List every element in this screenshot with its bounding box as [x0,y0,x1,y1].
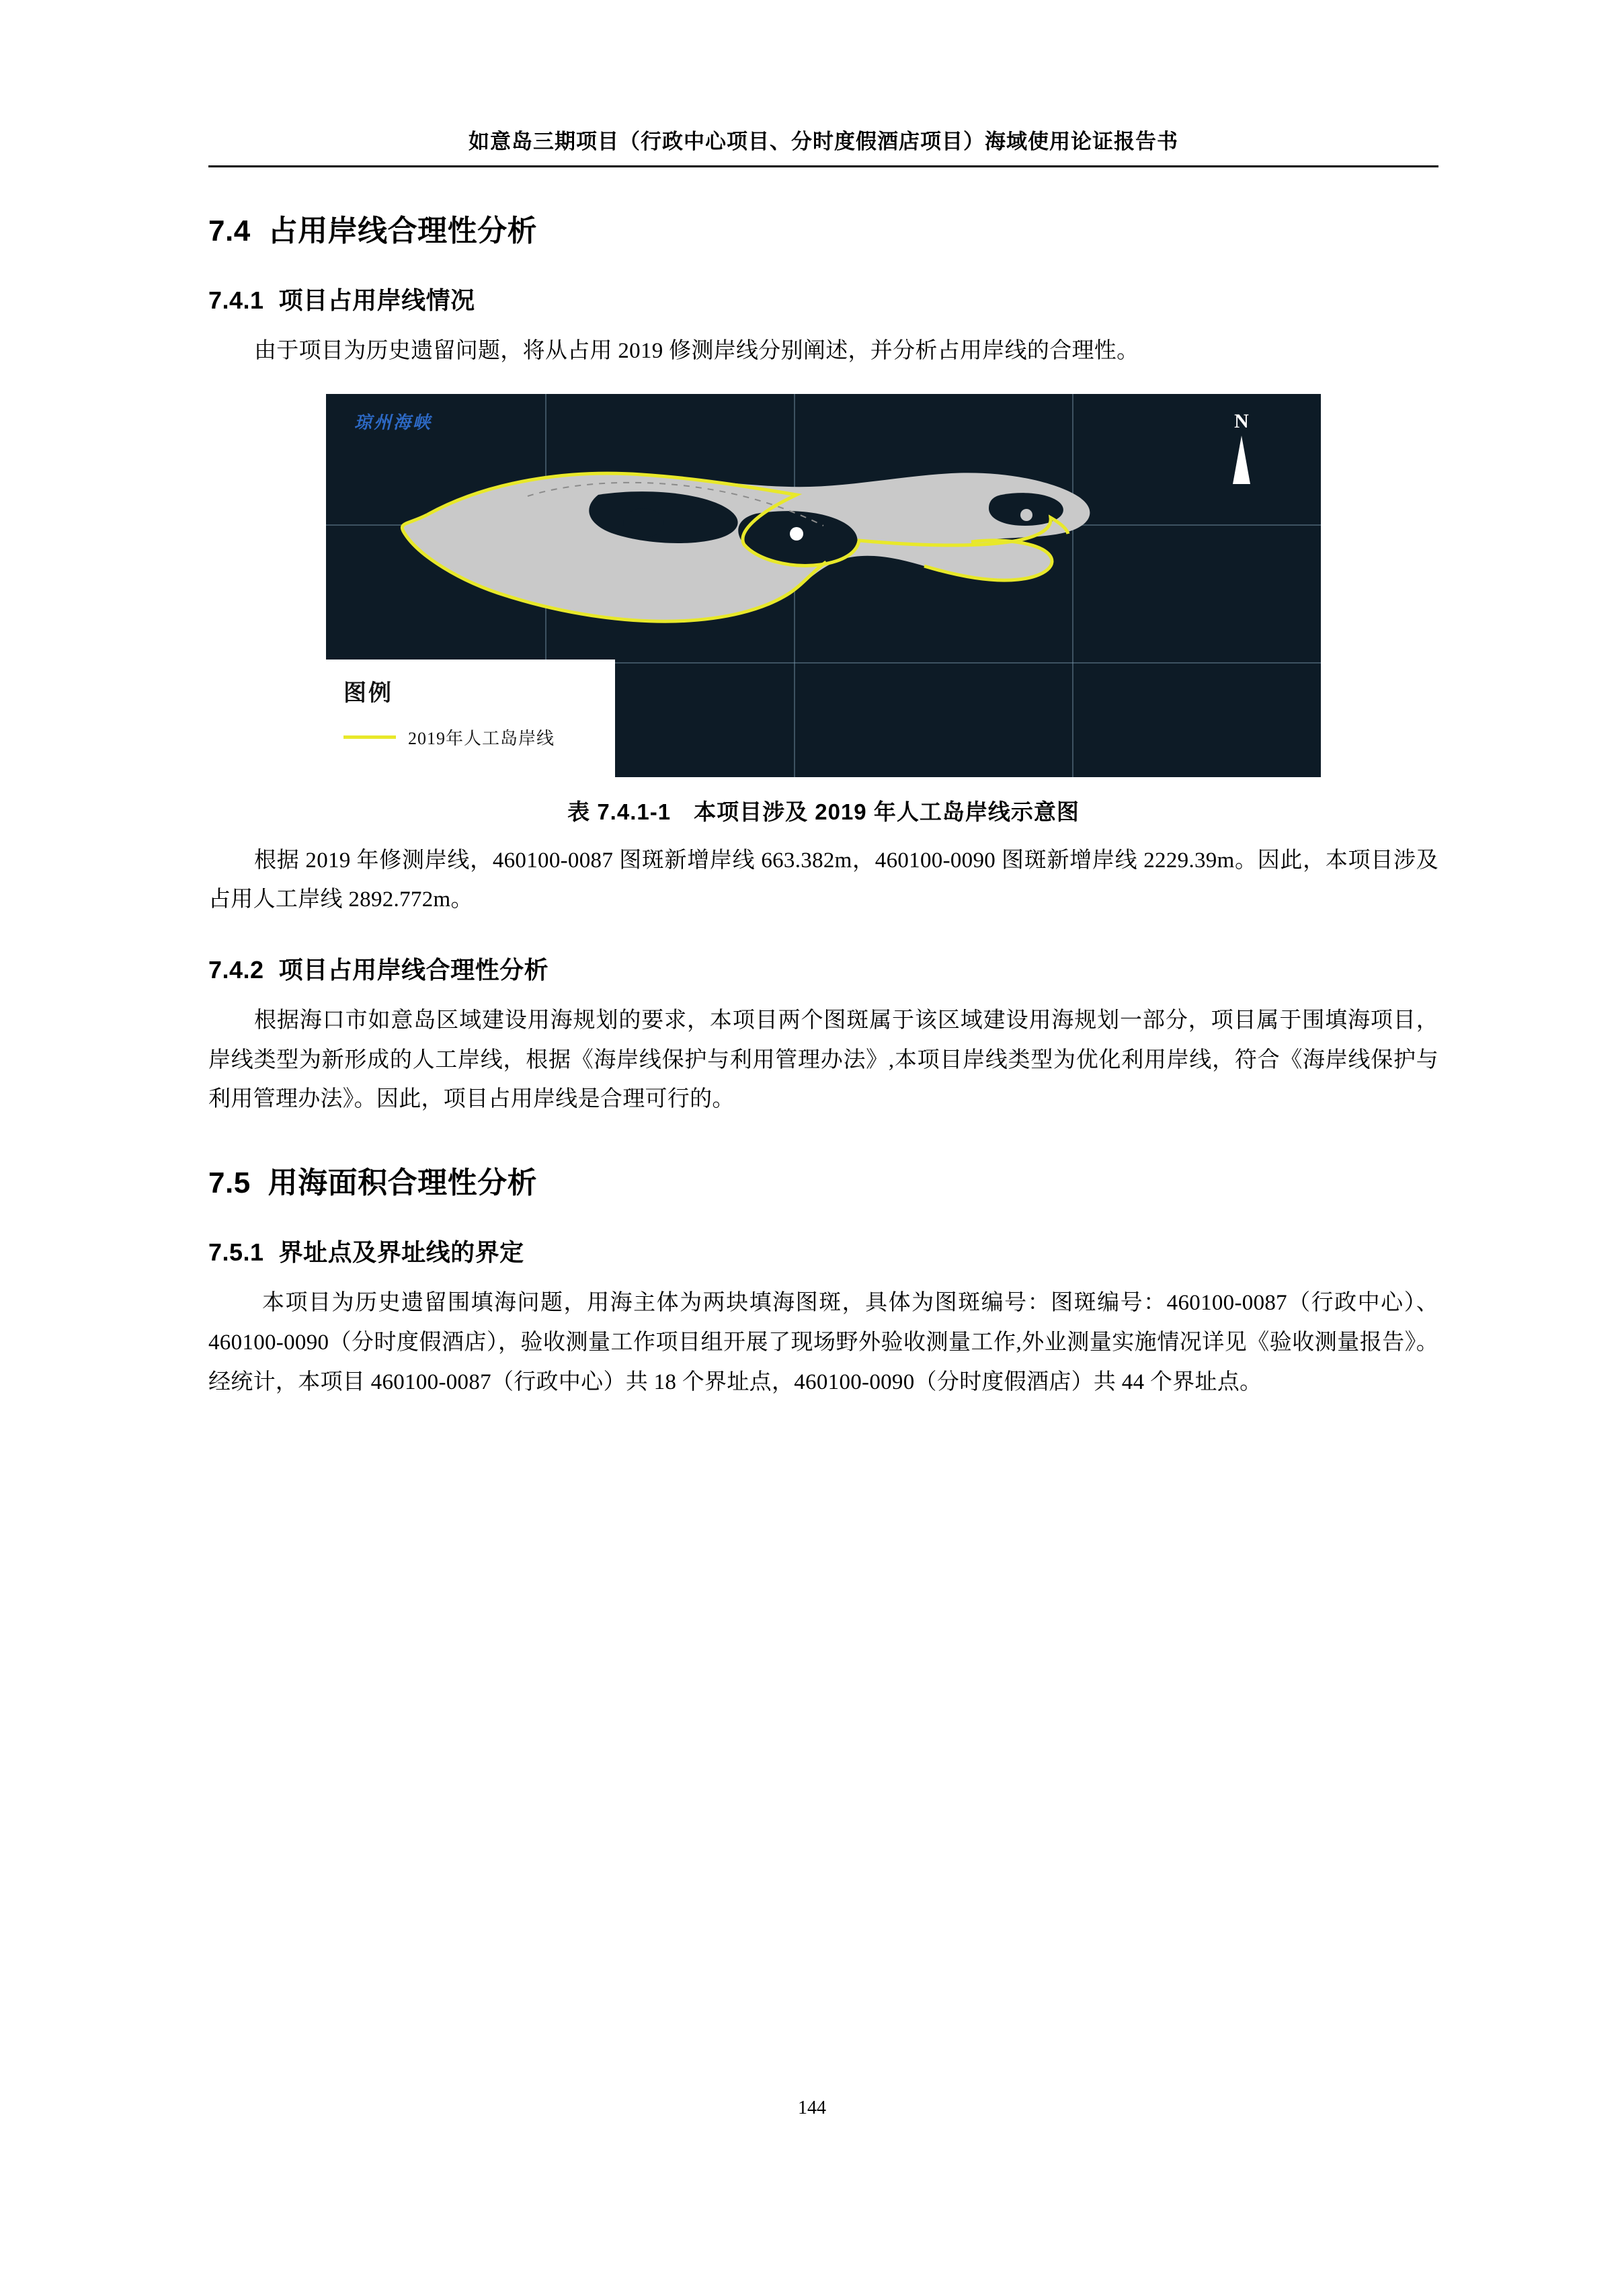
page-header: 如意岛三期项目（行政中心项目、分时度假酒店项目）海域使用论证报告书 [208,124,1438,167]
map-legend [326,660,615,777]
paragraph-7-4-2: 根据海口市如意岛区域建设用海规划的要求，本项目两个图斑属于该区域建设用海规划一部分，项目属于围填海项目，岸线类型为新形成的人工岸线，根据《海岸线保护与利用管理办法》,本项目岸线类型为优化利用岸线，符合《海岸线保护与利用管理办法》。因此，项目占用岸线是合理可行的。 [208,1008,1438,1112]
section-heading-7-5 [208,1164,1438,1202]
legend-line-swatch-icon [343,735,396,739]
section-number: 7.5 [208,1166,251,1200]
paragraph-figure-description: 根据 2019 年修测岸线，460100-0087 图斑新增岸线 663.382m，460100-0090 图斑新增岸线 2229.39m。因此，本项目涉及占用人工岸线 2892.772m。 [208,848,1438,912]
compass-north-label: N [1234,409,1249,432]
island-inner-pond-a [623,508,663,538]
island-marker-dot [790,527,803,541]
page-number: 144 [798,2098,826,2118]
subsection-title: 界址点及界址线的界定 [278,1238,524,1267]
paragraph-7-5-1: 本项目为历史遗留围填海问题，用海主体为两块填海图斑，具体为图斑编号：图斑编号：460100-0087（行政中心）、460100-0090（分时度假酒店），验收测量工作项目组开展了现场野外验收测量工作,外业测量实施情况详见《验收测量报告》。经统计，本项目 460100-0087（行政中心）共 18 个界址点，460100-0090（分时度假酒店）共 44 个界址点。 [208,1291,1438,1394]
section-number: 7.4 [208,214,251,247]
compass-rose [1221,411,1262,484]
subsection-title: 项目占用岸线合理性分析 [278,956,549,984]
legend-item-label: 2019年人工岛岸线 [408,728,555,748]
subsection-title: 项目占用岸线情况 [278,286,475,315]
figure-caption-label: 表 7.4.1-1 [567,799,672,824]
paragraph-7-4-1: 由于项目为历史遗留问题，将从占用 2019 修测岸线分别阐述，并分析占用岸线的合理性。 [254,338,1139,363]
figure-caption-text: 本项目涉及 2019 年人工岛岸线示意图 [694,799,1080,824]
map-strait-label: 琼州海峡 [354,412,433,432]
subsection-number: 7.4.2 [208,956,264,984]
compass-needle-icon [1233,436,1250,484]
page-content [208,0,1438,1402]
legend-title: 图例 [343,680,393,706]
subsection-number: 7.4.1 [208,286,264,315]
section-heading-7-4 [208,212,1438,250]
subsection-number: 7.5.1 [208,1238,264,1267]
figure-shoreline-map [208,394,1438,777]
section-heading-7-4-2 [208,955,1438,986]
map-canvas [326,394,1321,777]
section-title: 用海面积合理性分析 [268,1166,538,1200]
legend-item [343,725,615,750]
section-heading-7-4-1 [208,285,1438,317]
section-title: 占用岸线合理性分析 [268,214,538,247]
figure-caption [208,795,1438,826]
section-heading-7-5-1 [208,1237,1438,1269]
island-marker-dot-2 [1020,509,1032,521]
